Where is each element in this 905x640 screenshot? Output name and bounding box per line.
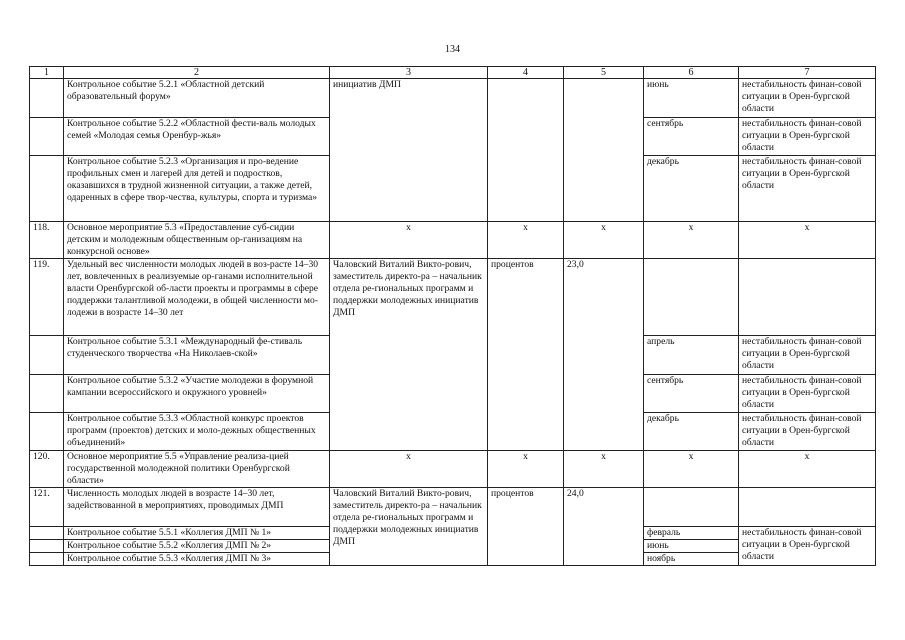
responsible-cell: инициатив ДМП [330,79,488,222]
row-number-cell [30,118,64,156]
x-mark-cell: x [564,222,644,259]
risk-cell [739,488,876,527]
activity-name-cell: Основное мероприятие 5.3 «Предоставление суб-сидии детским и молодежным общественным ор-ганизациям на конкурсной основе» [64,222,330,259]
row-number-cell [30,540,64,553]
x-mark-cell: x [488,451,564,488]
x-mark-cell: x [739,222,876,259]
row-number-cell [30,79,64,118]
event-name-cell: Контрольное событие 5.3.3 «Областной конкурс проектов программ (проектов) детских и моло-дежных общественных объединений» [64,413,330,451]
header-col-7: 7 [739,67,876,79]
term-cell: июнь [644,540,739,553]
risk-cell: нестабильность финан-совой ситуации в Орен-бургской области [739,413,876,451]
x-mark-cell: x [739,451,876,488]
risk-cell: нестабильность финан-совой ситуации в Орен-бургской области [739,527,876,566]
x-mark-cell: x [330,222,488,259]
event-name-cell: Контрольное событие 5.5.1 «Коллегия ДМП № 1» [64,527,330,540]
term-cell: декабрь [644,413,739,451]
row-number-cell: 118. [30,222,64,259]
row-number-cell: 119. [30,259,64,336]
term-cell: декабрь [644,156,739,222]
row-number-cell [30,336,64,375]
event-name-cell: Контрольное событие 5.5.2 «Коллегия ДМП № 2» [64,540,330,553]
event-name-cell: Контрольное событие 5.3.1 «Международный фе-стиваль студенческого творчества «На Николаев-ской» [64,336,330,375]
row-number-cell [30,156,64,222]
row-number-cell [30,553,64,566]
header-col-3: 3 [330,67,488,79]
unit-cell: процентов [488,259,564,451]
row-number-cell: 120. [30,451,64,488]
event-name-cell: Контрольное событие 5.2.2 «Областной фести-валь молодых семей «Молодая семья Оренбур-жья» [64,118,330,156]
indicator-name-cell: Удельный вес численности молодых людей в воз-расте 14–30 лет, вовлеченных в реализуемые ор-ганами исполнительной власти Оренбургской об-ласти проекты и программы в сфере поддержки талантливой молодежи, в общей численности мо-лодежи в возрасте 14–30 лет [64,259,330,336]
event-name-cell: Контрольное событие 5.2.1 «Областной детский образовательный форум» [64,79,330,118]
term-cell [644,488,739,527]
value-cell: 23,0 [564,259,644,451]
responsible-cell: Чаловский Виталий Викто-рович, заместитель директо-ра – начальник отдела ре-гиональных программ и поддержки молодежных инициатив ДМП [330,259,488,451]
x-mark-cell: x [644,222,739,259]
x-mark-cell: x [330,451,488,488]
page-number: 134 [445,44,460,55]
term-cell: апрель [644,336,739,375]
table-row [30,222,876,259]
unit-cell [488,79,564,222]
x-mark-cell: x [564,451,644,488]
term-cell [644,259,739,336]
responsible-cell: Чаловский Виталий Викто-рович, заместитель директо-ра – начальник отдела ре-гиональных программ и поддержки молодежных инициатив ДМП [330,488,488,566]
term-cell: февраль [644,527,739,540]
table-row [30,79,876,118]
risk-cell [739,259,876,336]
table-row [30,451,876,488]
header-col-2: 2 [64,67,330,79]
event-name-cell: Контрольное событие 5.5.3 «Коллегия ДМП № 3» [64,553,330,566]
row-number-cell: 121. [30,488,64,527]
x-mark-cell: x [644,451,739,488]
header-row [30,67,876,79]
indicator-name-cell: Численность молодых людей в возрасте 14–30 лет, задействованной в мероприятиях, проводимых ДМП [64,488,330,527]
activity-name-cell: Основное мероприятие 5.5 «Управление реализа-цией государственной молодежной политики Оренбургской области» [64,451,330,488]
risk-cell: нестабильность финан-совой ситуации в Орен-бургской области [739,336,876,375]
risk-cell: нестабильность финан-совой ситуации в Орен-бургской области [739,156,876,222]
header-col-4: 4 [488,67,564,79]
table-row [30,259,876,336]
header-col-5: 5 [564,67,644,79]
term-cell: сентябрь [644,375,739,413]
plan-table [29,66,876,566]
risk-cell: нестабильность финан-совой ситуации в Орен-бургской области [739,79,876,118]
table-row [30,488,876,527]
row-number-cell [30,527,64,540]
term-cell: июнь [644,79,739,118]
term-cell: сентябрь [644,118,739,156]
event-name-cell: Контрольное событие 5.2.3 «Организация и про-ведение профильных смен и лагерей для детей и подростков, оказавшихся в трудной жизненной ситуации, а также детей, одаренных в сфере твор-чества, культуры, спорта и туризма» [64,156,330,222]
event-name-cell: Контрольное событие 5.3.2 «Участие молодежи в форумной кампании всероссийского и окружного уровней» [64,375,330,413]
term-cell: ноябрь [644,553,739,566]
row-number-cell [30,375,64,413]
header-col-1: 1 [30,67,64,79]
header-col-6: 6 [644,67,739,79]
row-number-cell [30,413,64,451]
risk-cell: нестабильность финан-совой ситуации в Орен-бургской области [739,118,876,156]
risk-cell: нестабильность финан-совой ситуации в Орен-бургской области [739,375,876,413]
value-cell [564,79,644,222]
value-cell: 24,0 [564,488,644,566]
x-mark-cell: x [488,222,564,259]
unit-cell: процентов [488,488,564,566]
